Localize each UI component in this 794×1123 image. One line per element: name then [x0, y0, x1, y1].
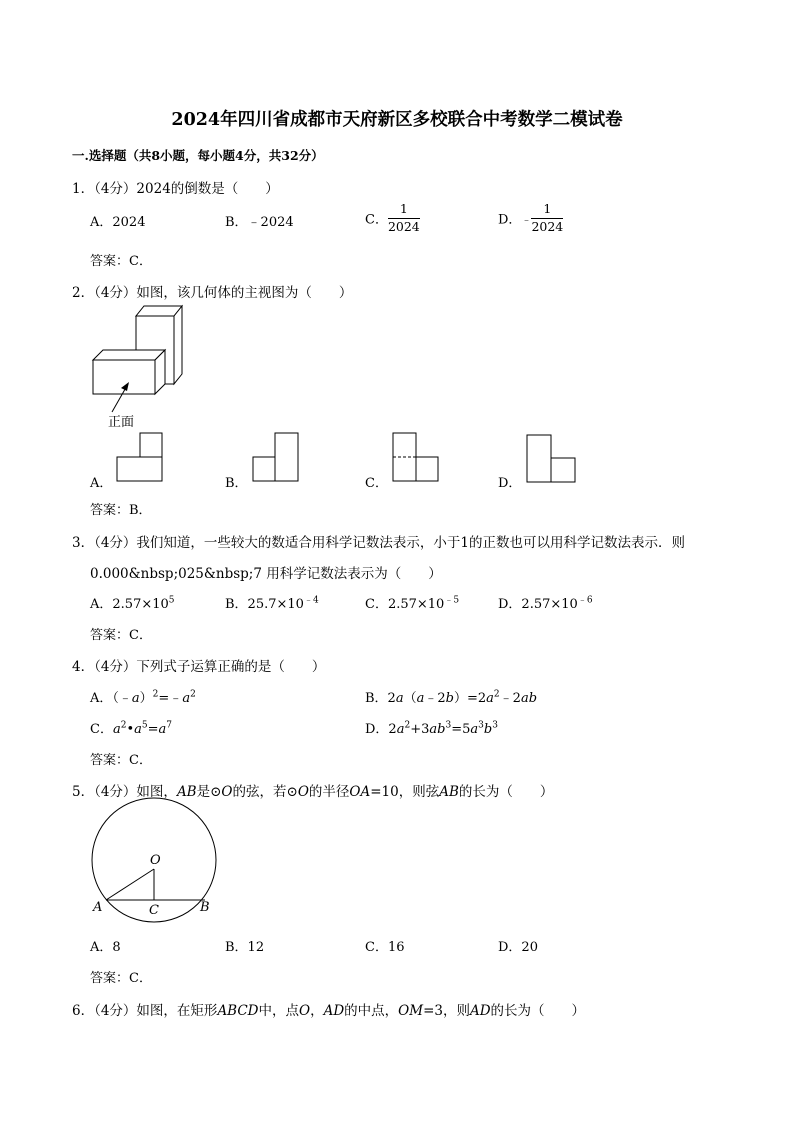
q3-c-base: C．2.57×10 [365, 597, 445, 612]
q5-option-c: C．16 [365, 940, 405, 955]
question-5-stem: 5．（4分）如图，AB是⊙O的弦，若⊙O的半径OA=10，则弦AB的长为（ ） [72, 784, 554, 800]
q2-option-d-view [526, 434, 578, 484]
q1-option-a: A．2024 [90, 215, 146, 230]
q4-option-a: A．$(﹣a)^2=﹣a^2$ [90, 689, 196, 706]
q2-answer: 答案：B． [90, 503, 152, 518]
q1-option-d-label: D． [498, 212, 522, 228]
q3-option-c [365, 593, 459, 612]
q3-answer: 答案：C． [90, 628, 152, 643]
question-3-stem-line2: 0.000&nbsp;025&nbsp;7 用科学记数法表示为（ ） [90, 566, 442, 582]
q5-option-a: A．8 [90, 940, 121, 955]
q2-option-c-view [392, 432, 442, 484]
question-1-stem: 1．（4分）2024的倒数是（ ） [72, 181, 279, 197]
q1-d-numerator: 1 [531, 203, 563, 219]
q3-b-base: B．25.7×10 [225, 597, 304, 612]
page-title: 2024年四川省成都市天府新区多校联合中考数学二模试卷 [171, 110, 623, 130]
q4-answer: 答案：C． [90, 753, 152, 768]
q3-b-exponent: ﹣4 [303, 595, 319, 606]
q4-option-b: B．$2a(a﹣2b)=2a^2﹣2ab$ [365, 689, 538, 706]
question-3-stem-line1: 3．（4分）我们知道，一些较大的数适合用科学记数法表示，小于1的正数也可以用科学记数法表示．则 [72, 535, 686, 551]
q4-option-d: D．$2a^2+3ab^3=5a^3b^3$ [365, 720, 498, 737]
q5-option-d: D．20 [498, 940, 538, 955]
q2-option-a-view [116, 432, 166, 484]
q1-option-c-fraction [388, 203, 420, 233]
q3-a-base: A．2.57×10 [90, 597, 169, 612]
q4-option-c: C．$a^2•a^5=a^7$ [90, 720, 173, 737]
q5-label-a: A [93, 900, 103, 915]
q5-label-c: C [149, 903, 159, 918]
q1-d-denominator: 2024 [531, 218, 564, 234]
q5-label-o: O [150, 853, 161, 868]
q3-option-d [498, 593, 593, 612]
q2-option-b: B． [225, 476, 248, 491]
q1-option-b: B．﹣2024 [225, 215, 294, 230]
q3-a-exponent: 5 [168, 595, 175, 606]
q3-option-a [90, 593, 175, 612]
question-2-stem: 2．（4分）如图，该几何体的主视图为（ ） [72, 285, 353, 301]
q2-option-d: D． [498, 476, 522, 491]
q2-front-label: 正面 [108, 415, 135, 430]
q1-c-numerator: 1 [388, 203, 420, 219]
q1-c-denominator: 2024 [387, 218, 420, 234]
q1-option-c [365, 203, 420, 233]
q1-option-d-fraction [531, 203, 563, 233]
section-heading: 一.选择题（共8小题，每小题4分，共32分） [72, 148, 324, 163]
q1-answer: 答案：C． [90, 254, 152, 269]
q3-d-base: D．2.57×10 [498, 597, 578, 612]
question-4-stem: 4．（4分）下列式子运算正确的是（ ） [72, 659, 326, 675]
q5-answer: 答案：C． [90, 971, 152, 986]
q3-option-b [225, 593, 319, 612]
q1-option-d-sign: ﹣ [521, 214, 532, 226]
q5-option-b: B．12 [225, 940, 265, 955]
q3-d-exponent: ﹣6 [577, 595, 593, 606]
q1-option-d [498, 203, 563, 233]
q2-option-a: A． [90, 476, 113, 491]
question-6-stem: 6．（4分）如图，在矩形ABCD中，点O，AD的中点，OM=3，则AD的长为（ ） [72, 1003, 586, 1019]
q2-option-c: C． [365, 476, 388, 491]
q3-c-exponent: ﹣5 [444, 595, 460, 606]
q2-solid-figure [88, 300, 198, 432]
q5-label-b: B [200, 900, 210, 915]
q1-option-c-label: C． [365, 212, 388, 228]
q2-option-b-view [252, 432, 302, 484]
